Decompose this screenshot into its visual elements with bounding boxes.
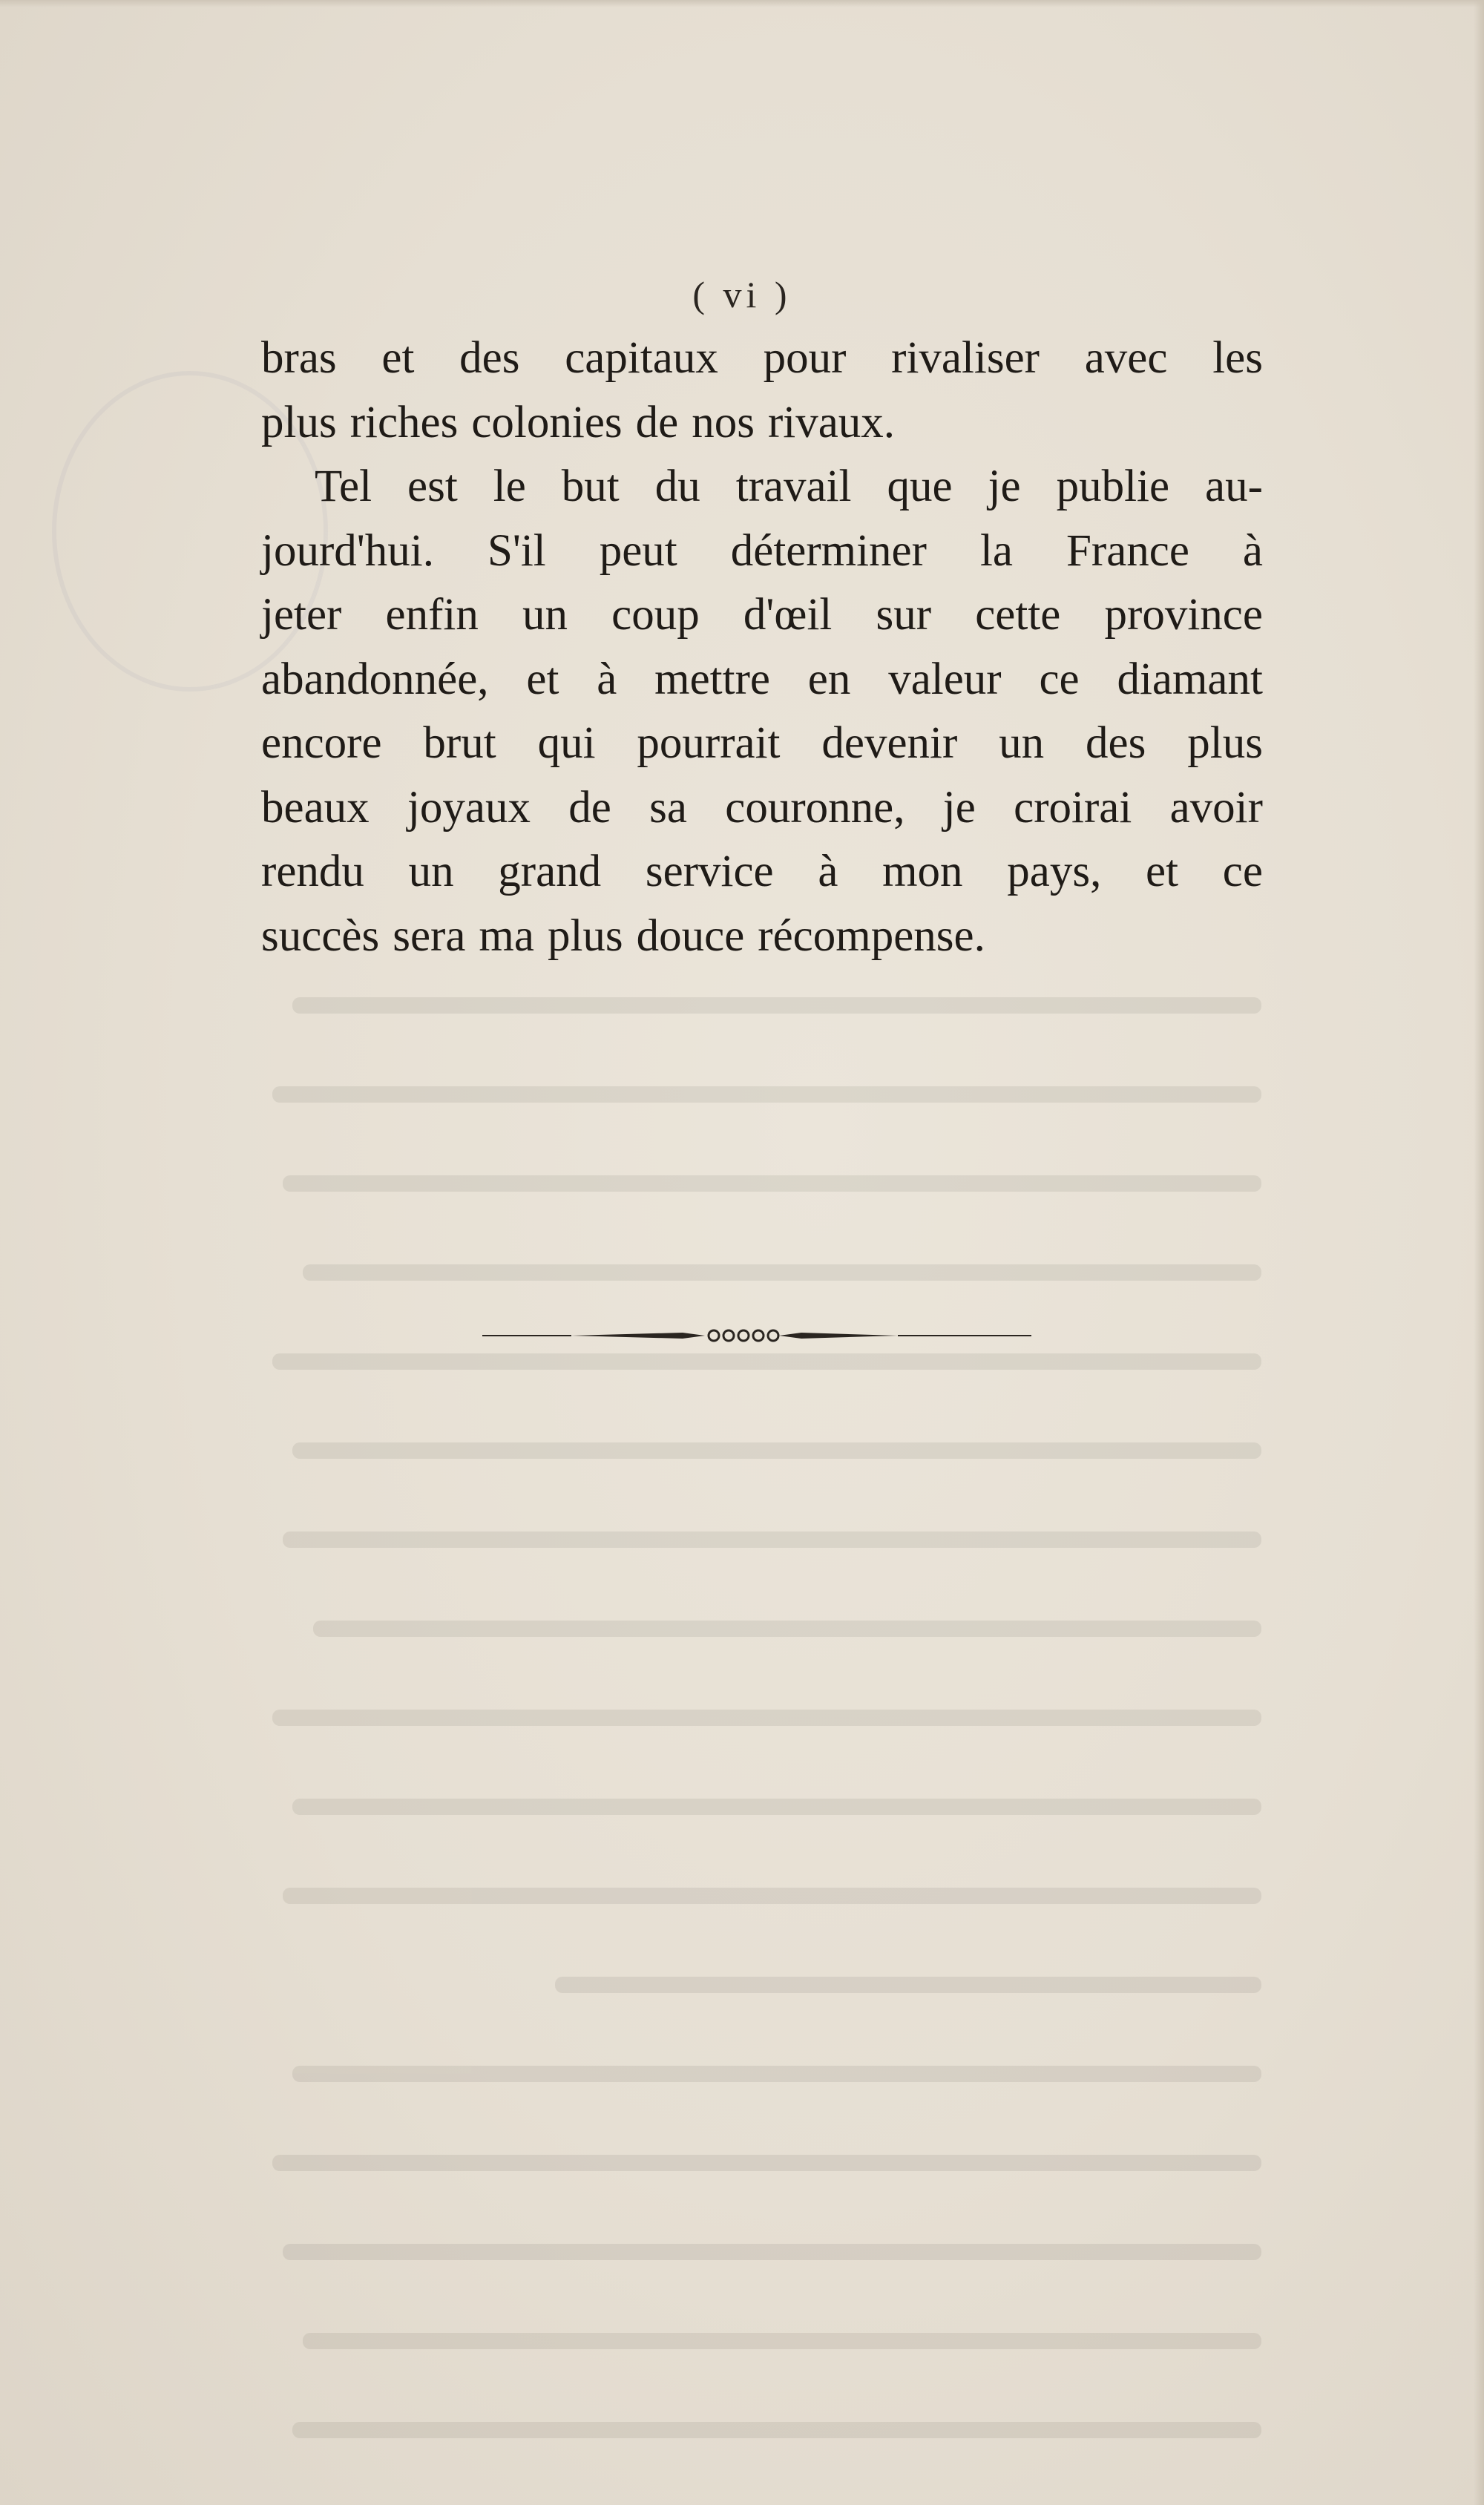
body-text <box>261 326 1263 968</box>
paragraph-2 <box>261 455 1263 968</box>
show-through-from-reverse <box>252 972 1261 2070</box>
tailpiece-divider-ornament-icon <box>482 1321 1031 1350</box>
page-right-edge <box>1474 0 1484 2505</box>
text-line: jourd'hui. S'il peut déterminer la France à <box>261 525 1263 576</box>
text-line: bras et des capitaux pour rivaliser avec les <box>261 333 1263 383</box>
page-number: ( vi ) <box>692 274 792 315</box>
page-top-edge <box>0 0 1484 7</box>
text-line: plus riches colonies de nos rivaux. <box>261 397 896 447</box>
text-line: jeter enfin un coup d'œil sur cette province <box>261 590 1263 640</box>
text-line: abandonnée, et à mettre en valeur ce diamant <box>261 654 1263 704</box>
paragraph-1 <box>261 326 1263 455</box>
text-line: succès sera ma plus douce récompense. <box>261 910 985 961</box>
text-line: encore brut qui pourrait devenir un des plus <box>261 718 1263 768</box>
text-line: Tel est le but du travail que je publie au- <box>315 462 1263 511</box>
text-line: rendu un grand service à mon pays, et ce <box>261 847 1263 896</box>
text-line: beaux joyaux de sa couronne, je croirai avoir <box>261 782 1263 833</box>
